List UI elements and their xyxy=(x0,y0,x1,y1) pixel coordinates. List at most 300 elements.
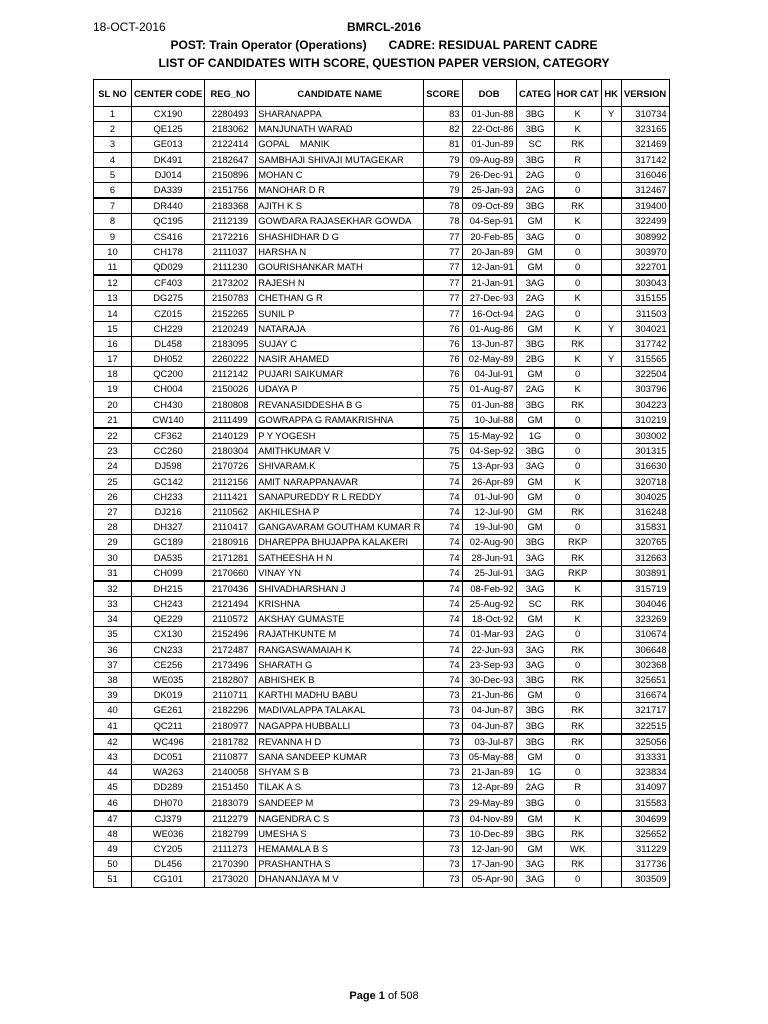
cell-hk xyxy=(601,459,621,474)
col-categ-header: CATEG xyxy=(516,80,554,107)
table-row xyxy=(94,504,670,519)
cell-center-code: DG275 xyxy=(132,291,205,306)
cell-reg-no: 2150026 xyxy=(205,382,256,397)
cell-sl-no: 51 xyxy=(94,872,132,887)
cell-dob: 29-May-89 xyxy=(462,795,516,811)
cell-dob: 17-Jan-90 xyxy=(462,857,516,872)
cell-categ: GM xyxy=(516,412,554,428)
cell-version: 325056 xyxy=(621,734,669,750)
cell-hk xyxy=(601,382,621,397)
cell-sl-no: 14 xyxy=(94,306,132,321)
col-reg-no-header: REG_NO xyxy=(205,80,256,107)
cell-hor-cat: 0 xyxy=(554,229,601,244)
page-footer xyxy=(0,990,768,1002)
cell-reg-no: 2152265 xyxy=(205,306,256,321)
cell-hor-cat: K xyxy=(554,291,601,306)
cell-categ: 3AG xyxy=(516,459,554,474)
cell-sl-no: 45 xyxy=(94,780,132,795)
cell-reg-no: 2170660 xyxy=(205,565,256,581)
cell-sl-no: 11 xyxy=(94,259,132,275)
cell-hor-cat: RK xyxy=(554,597,601,612)
cell-categ: 3AG xyxy=(516,550,554,565)
cell-center-code: QD029 xyxy=(132,259,205,275)
table-row xyxy=(94,459,670,474)
cell-dob: 26-Apr-89 xyxy=(462,474,516,489)
cell-version: 322701 xyxy=(621,259,669,275)
cell-hk xyxy=(601,857,621,872)
cell-dob: 20-Feb-85 xyxy=(462,229,516,244)
cell-dob: 04-Jul-91 xyxy=(462,367,516,382)
cell-sl-no: 2 xyxy=(94,122,132,137)
cell-hk xyxy=(601,872,621,887)
table-row xyxy=(94,306,670,321)
cell-score: 79 xyxy=(424,167,462,182)
cell-reg-no: 2111273 xyxy=(205,842,256,857)
cell-version: 308992 xyxy=(621,229,669,244)
table-row xyxy=(94,657,670,672)
cell-reg-no: 2122414 xyxy=(205,137,256,152)
cell-center-code: CN233 xyxy=(132,642,205,657)
cell-hk xyxy=(601,749,621,764)
cell-sl-no: 18 xyxy=(94,367,132,382)
cell-version: 316630 xyxy=(621,459,669,474)
cell-version: 310219 xyxy=(621,412,669,428)
cell-center-code: DH327 xyxy=(132,520,205,535)
cell-center-code: DH215 xyxy=(132,581,205,597)
cell-sl-no: 8 xyxy=(94,214,132,229)
cell-reg-no: 2111499 xyxy=(205,412,256,428)
cell-categ: SC xyxy=(516,137,554,152)
cell-reg-no: 2183368 xyxy=(205,198,256,214)
cell-hor-cat: WK xyxy=(554,842,601,857)
cell-center-code: DR440 xyxy=(132,198,205,214)
cell-candidate-name: AMITHKUMAR V xyxy=(256,444,424,459)
cell-dob: 02-Aug-90 xyxy=(462,535,516,550)
cell-dob: 26-Dec-91 xyxy=(462,167,516,182)
cell-hk xyxy=(601,122,621,137)
cell-dob: 04-Jun-87 xyxy=(462,703,516,718)
cell-hor-cat: K xyxy=(554,214,601,229)
table-row xyxy=(94,152,670,167)
cell-candidate-name: TILAK A S xyxy=(256,780,424,795)
cell-dob: 01-Jun-88 xyxy=(462,107,516,122)
cell-categ: 3BG xyxy=(516,718,554,734)
cell-center-code: CH099 xyxy=(132,565,205,581)
cell-categ: 3BG xyxy=(516,152,554,167)
table-row xyxy=(94,321,670,336)
cell-sl-no: 50 xyxy=(94,857,132,872)
cell-score: 73 xyxy=(424,688,462,703)
cell-hor-cat: RK xyxy=(554,642,601,657)
cell-sl-no: 17 xyxy=(94,352,132,367)
cell-version: 319400 xyxy=(621,198,669,214)
table-row xyxy=(94,765,670,780)
cell-score: 74 xyxy=(424,565,462,581)
cell-score: 74 xyxy=(424,504,462,519)
cell-hor-cat: R xyxy=(554,152,601,167)
cell-categ: GM xyxy=(516,811,554,827)
cell-version: 315583 xyxy=(621,795,669,811)
cell-dob: 12-Jul-90 xyxy=(462,504,516,519)
cell-center-code: DK491 xyxy=(132,152,205,167)
cell-candidate-name: MANOHAR D R xyxy=(256,182,424,198)
cell-candidate-name: RANGASWAMAIAH K xyxy=(256,642,424,657)
cell-score: 74 xyxy=(424,642,462,657)
cell-hk xyxy=(601,412,621,428)
col-hor-cat-header: HOR CAT xyxy=(554,80,601,107)
cell-version: 302368 xyxy=(621,657,669,672)
col-center-code-header: CENTER CODE xyxy=(132,80,205,107)
cell-reg-no: 2151756 xyxy=(205,182,256,198)
cell-dob: 01-Aug-86 xyxy=(462,321,516,336)
table-row xyxy=(94,382,670,397)
cell-dob: 21-Jan-89 xyxy=(462,765,516,780)
cell-categ: 3AG xyxy=(516,275,554,291)
cell-hor-cat: RK xyxy=(554,550,601,565)
cell-center-code: DH070 xyxy=(132,795,205,811)
cell-hor-cat: RK xyxy=(554,718,601,734)
cell-score: 73 xyxy=(424,703,462,718)
cell-candidate-name: MANJUNATH WARAD xyxy=(256,122,424,137)
cell-reg-no: 2170726 xyxy=(205,459,256,474)
cell-center-code: CF403 xyxy=(132,275,205,291)
cell-hor-cat: RK xyxy=(554,198,601,214)
cell-sl-no: 16 xyxy=(94,336,132,351)
cell-hor-cat: R xyxy=(554,780,601,795)
cell-reg-no: 2150896 xyxy=(205,167,256,182)
cell-reg-no: 2183062 xyxy=(205,122,256,137)
cell-sl-no: 25 xyxy=(94,474,132,489)
cell-candidate-name: ABHISHEK B xyxy=(256,672,424,687)
table-row xyxy=(94,107,670,122)
table-row xyxy=(94,137,670,152)
cell-center-code: QE229 xyxy=(132,612,205,627)
cell-hk xyxy=(601,152,621,167)
cell-hor-cat: 0 xyxy=(554,657,601,672)
cell-score: 73 xyxy=(424,780,462,795)
cell-reg-no: 2280493 xyxy=(205,107,256,122)
cell-hk xyxy=(601,306,621,321)
cell-candidate-name: GOURISHANKAR MATH xyxy=(256,259,424,275)
cell-hor-cat: K xyxy=(554,122,601,137)
col-candidate-name-header: CANDIDATE NAME xyxy=(256,80,424,107)
cell-hk xyxy=(601,214,621,229)
cell-candidate-name: MADIVALAPPA TALAKAL xyxy=(256,703,424,718)
cell-hor-cat: 0 xyxy=(554,627,601,642)
cell-hor-cat: RKP xyxy=(554,565,601,581)
cell-candidate-name: PUJARI SAIKUMAR xyxy=(256,367,424,382)
cell-hor-cat: 0 xyxy=(554,244,601,259)
table-row xyxy=(94,857,670,872)
cell-reg-no: 2180304 xyxy=(205,444,256,459)
table-row xyxy=(94,565,670,581)
cell-hor-cat: 0 xyxy=(554,688,601,703)
cell-hor-cat: 0 xyxy=(554,167,601,182)
cell-score: 76 xyxy=(424,336,462,351)
cell-categ: SC xyxy=(516,597,554,612)
cell-hk: Y xyxy=(601,321,621,336)
cell-sl-no: 13 xyxy=(94,291,132,306)
cell-hk xyxy=(601,474,621,489)
cell-version: 321717 xyxy=(621,703,669,718)
cell-center-code: CH178 xyxy=(132,244,205,259)
cell-dob: 23-Sep-93 xyxy=(462,657,516,672)
cell-version: 317736 xyxy=(621,857,669,872)
cell-sl-no: 12 xyxy=(94,275,132,291)
cell-sl-no: 29 xyxy=(94,535,132,550)
cell-score: 77 xyxy=(424,291,462,306)
cell-score: 76 xyxy=(424,321,462,336)
cell-score: 73 xyxy=(424,826,462,841)
cell-sl-no: 15 xyxy=(94,321,132,336)
cell-candidate-name: GOWDARA RAJASEKHAR GOWDA xyxy=(256,214,424,229)
cell-center-code: DJ598 xyxy=(132,459,205,474)
cell-candidate-name: NASIR AHAMED xyxy=(256,352,424,367)
cell-hor-cat: 0 xyxy=(554,367,601,382)
cell-score: 78 xyxy=(424,198,462,214)
cell-categ: 3AG xyxy=(516,657,554,672)
table-row xyxy=(94,367,670,382)
cell-center-code: CJ379 xyxy=(132,811,205,827)
cell-version: 315565 xyxy=(621,352,669,367)
cell-hk xyxy=(601,811,621,827)
cell-version: 322499 xyxy=(621,214,669,229)
cell-dob: 12-Jan-91 xyxy=(462,259,516,275)
cell-score: 73 xyxy=(424,718,462,734)
cell-candidate-name: SHIVADHARSHAN J xyxy=(256,581,424,597)
table-row xyxy=(94,259,670,275)
cell-dob: 20-Jan-89 xyxy=(462,244,516,259)
cell-hk xyxy=(601,795,621,811)
cell-hk xyxy=(601,826,621,841)
cell-categ: GM xyxy=(516,504,554,519)
cell-categ: 2AG xyxy=(516,780,554,795)
cell-sl-no: 47 xyxy=(94,811,132,827)
cell-sl-no: 10 xyxy=(94,244,132,259)
cell-dob: 04-Sep-91 xyxy=(462,214,516,229)
cell-hor-cat: K xyxy=(554,612,601,627)
cell-sl-no: 27 xyxy=(94,504,132,519)
cell-sl-no: 9 xyxy=(94,229,132,244)
cell-score: 73 xyxy=(424,795,462,811)
cell-dob: 13-Apr-93 xyxy=(462,459,516,474)
cell-categ: GM xyxy=(516,474,554,489)
cell-reg-no: 2182799 xyxy=(205,826,256,841)
cell-hor-cat: K xyxy=(554,382,601,397)
cell-reg-no: 2172216 xyxy=(205,229,256,244)
cell-center-code: GC142 xyxy=(132,474,205,489)
cell-categ: 3AG xyxy=(516,872,554,887)
cell-categ: GM xyxy=(516,321,554,336)
cell-hk xyxy=(601,489,621,504)
table-row xyxy=(94,749,670,764)
cell-reg-no: 2182296 xyxy=(205,703,256,718)
cell-dob: 21-Jun-86 xyxy=(462,688,516,703)
cell-reg-no: 2140058 xyxy=(205,765,256,780)
cell-candidate-name: SHYAM S B xyxy=(256,765,424,780)
table-row xyxy=(94,214,670,229)
table-row xyxy=(94,336,670,351)
cell-sl-no: 3 xyxy=(94,137,132,152)
cell-dob: 01-Mar-93 xyxy=(462,627,516,642)
cell-categ: 3AG xyxy=(516,565,554,581)
cell-candidate-name: SHASHIDHAR D G xyxy=(256,229,424,244)
cell-sl-no: 26 xyxy=(94,489,132,504)
cell-hor-cat: K xyxy=(554,352,601,367)
cell-hor-cat: RKP xyxy=(554,535,601,550)
cell-version: 303043 xyxy=(621,275,669,291)
cell-hk xyxy=(601,642,621,657)
cell-hor-cat: K xyxy=(554,811,601,827)
cell-center-code: CH004 xyxy=(132,382,205,397)
cell-reg-no: 2110711 xyxy=(205,688,256,703)
table-row xyxy=(94,229,670,244)
cell-score: 74 xyxy=(424,627,462,642)
cell-sl-no: 33 xyxy=(94,597,132,612)
cell-categ: 3BG xyxy=(516,672,554,687)
cell-dob: 09-Aug-89 xyxy=(462,152,516,167)
cell-dob: 08-Feb-92 xyxy=(462,581,516,597)
cell-center-code: DL458 xyxy=(132,336,205,351)
cell-version: 304046 xyxy=(621,597,669,612)
cell-version: 320718 xyxy=(621,474,669,489)
table-row xyxy=(94,872,670,887)
cell-center-code: WA263 xyxy=(132,765,205,780)
cell-version: 315831 xyxy=(621,520,669,535)
cell-hk xyxy=(601,367,621,382)
table-row xyxy=(94,428,670,444)
cell-categ: 1G xyxy=(516,765,554,780)
cell-version: 322504 xyxy=(621,367,669,382)
cell-candidate-name: REVANNA H D xyxy=(256,734,424,750)
total-pages: 508 xyxy=(400,990,419,1002)
cell-hk xyxy=(601,229,621,244)
cell-candidate-name: P Y YOGESH xyxy=(256,428,424,444)
table-row xyxy=(94,842,670,857)
cell-categ: 3BG xyxy=(516,444,554,459)
cell-sl-no: 19 xyxy=(94,382,132,397)
cell-categ: 3BG xyxy=(516,198,554,214)
cell-categ: 3AG xyxy=(516,642,554,657)
cell-version: 304025 xyxy=(621,489,669,504)
cell-reg-no: 2111230 xyxy=(205,259,256,275)
cell-score: 73 xyxy=(424,765,462,780)
cell-categ: 3BG xyxy=(516,734,554,750)
cell-reg-no: 2110417 xyxy=(205,520,256,535)
cell-center-code: QC211 xyxy=(132,718,205,734)
cell-candidate-name: KRISHNA xyxy=(256,597,424,612)
cell-categ: 2BG xyxy=(516,352,554,367)
table-row xyxy=(94,198,670,214)
cell-hk xyxy=(601,137,621,152)
cell-score: 79 xyxy=(424,182,462,198)
cell-score: 74 xyxy=(424,474,462,489)
cell-hk: Y xyxy=(601,352,621,367)
cell-score: 77 xyxy=(424,244,462,259)
cell-hk: Y xyxy=(601,107,621,122)
cell-center-code: CC260 xyxy=(132,444,205,459)
cell-center-code: QC200 xyxy=(132,367,205,382)
cell-center-code: CH229 xyxy=(132,321,205,336)
cell-score: 74 xyxy=(424,550,462,565)
cell-dob: 15-May-92 xyxy=(462,428,516,444)
cell-sl-no: 39 xyxy=(94,688,132,703)
cell-dob: 10-Dec-89 xyxy=(462,826,516,841)
cell-score: 73 xyxy=(424,842,462,857)
cell-score: 74 xyxy=(424,612,462,627)
cell-hk xyxy=(601,520,621,535)
cell-hor-cat: K xyxy=(554,581,601,597)
cell-dob: 01-Jun-88 xyxy=(462,397,516,412)
cell-center-code: CX130 xyxy=(132,627,205,642)
cell-candidate-name: UMESHA S xyxy=(256,826,424,841)
cell-reg-no: 2152496 xyxy=(205,627,256,642)
table-row xyxy=(94,122,670,137)
cell-dob: 12-Apr-89 xyxy=(462,780,516,795)
cell-candidate-name: AJITH K S xyxy=(256,198,424,214)
cell-sl-no: 42 xyxy=(94,734,132,750)
post-cadre-line xyxy=(0,38,768,52)
cell-categ: GM xyxy=(516,367,554,382)
cell-hk xyxy=(601,688,621,703)
cell-version: 323269 xyxy=(621,612,669,627)
cell-hor-cat: 0 xyxy=(554,259,601,275)
cell-categ: GM xyxy=(516,489,554,504)
cell-dob: 22-Jun-93 xyxy=(462,642,516,657)
cell-candidate-name: HEMAMALA B S xyxy=(256,842,424,857)
cell-score: 75 xyxy=(424,382,462,397)
cell-score: 77 xyxy=(424,306,462,321)
cell-dob: 04-Sep-92 xyxy=(462,444,516,459)
cell-candidate-name: DHAREPPA BHUJAPPA KALAKERI xyxy=(256,535,424,550)
cell-score: 75 xyxy=(424,428,462,444)
cell-score: 78 xyxy=(424,214,462,229)
cell-candidate-name: NATARAJA xyxy=(256,321,424,336)
cell-hk xyxy=(601,672,621,687)
cell-version: 315155 xyxy=(621,291,669,306)
cell-hor-cat: RK xyxy=(554,672,601,687)
cell-hor-cat: 0 xyxy=(554,412,601,428)
cell-center-code: DH052 xyxy=(132,352,205,367)
cell-dob: 25-Jan-93 xyxy=(462,182,516,198)
cell-score: 77 xyxy=(424,229,462,244)
table-body xyxy=(94,107,670,888)
cell-reg-no: 2121494 xyxy=(205,597,256,612)
cell-version: 312467 xyxy=(621,182,669,198)
post-title: POST: Train Operator (Operations) xyxy=(170,38,367,52)
cell-reg-no: 2183079 xyxy=(205,795,256,811)
cell-hor-cat: RK xyxy=(554,504,601,519)
cell-hor-cat: K xyxy=(554,474,601,489)
table-row xyxy=(94,352,670,367)
cell-categ: GM xyxy=(516,259,554,275)
cell-center-code: CH430 xyxy=(132,397,205,412)
cell-candidate-name: KARTHI MADHU BABU xyxy=(256,688,424,703)
cell-sl-no: 31 xyxy=(94,565,132,581)
cell-dob: 25-Jul-91 xyxy=(462,565,516,581)
list-subtitle: LIST OF CANDIDATES WITH SCORE, QUESTION PAPER VERSION, CATEGORY xyxy=(158,56,610,70)
cell-categ: 3AG xyxy=(516,229,554,244)
cell-hk xyxy=(601,167,621,182)
cell-dob: 19-Jul-90 xyxy=(462,520,516,535)
cell-dob: 01-Aug-87 xyxy=(462,382,516,397)
cell-dob: 12-Jan-90 xyxy=(462,842,516,857)
cell-center-code: DD289 xyxy=(132,780,205,795)
table-row xyxy=(94,489,670,504)
cell-score: 83 xyxy=(424,107,462,122)
cell-candidate-name: SHARATH G xyxy=(256,657,424,672)
cell-sl-no: 38 xyxy=(94,672,132,687)
